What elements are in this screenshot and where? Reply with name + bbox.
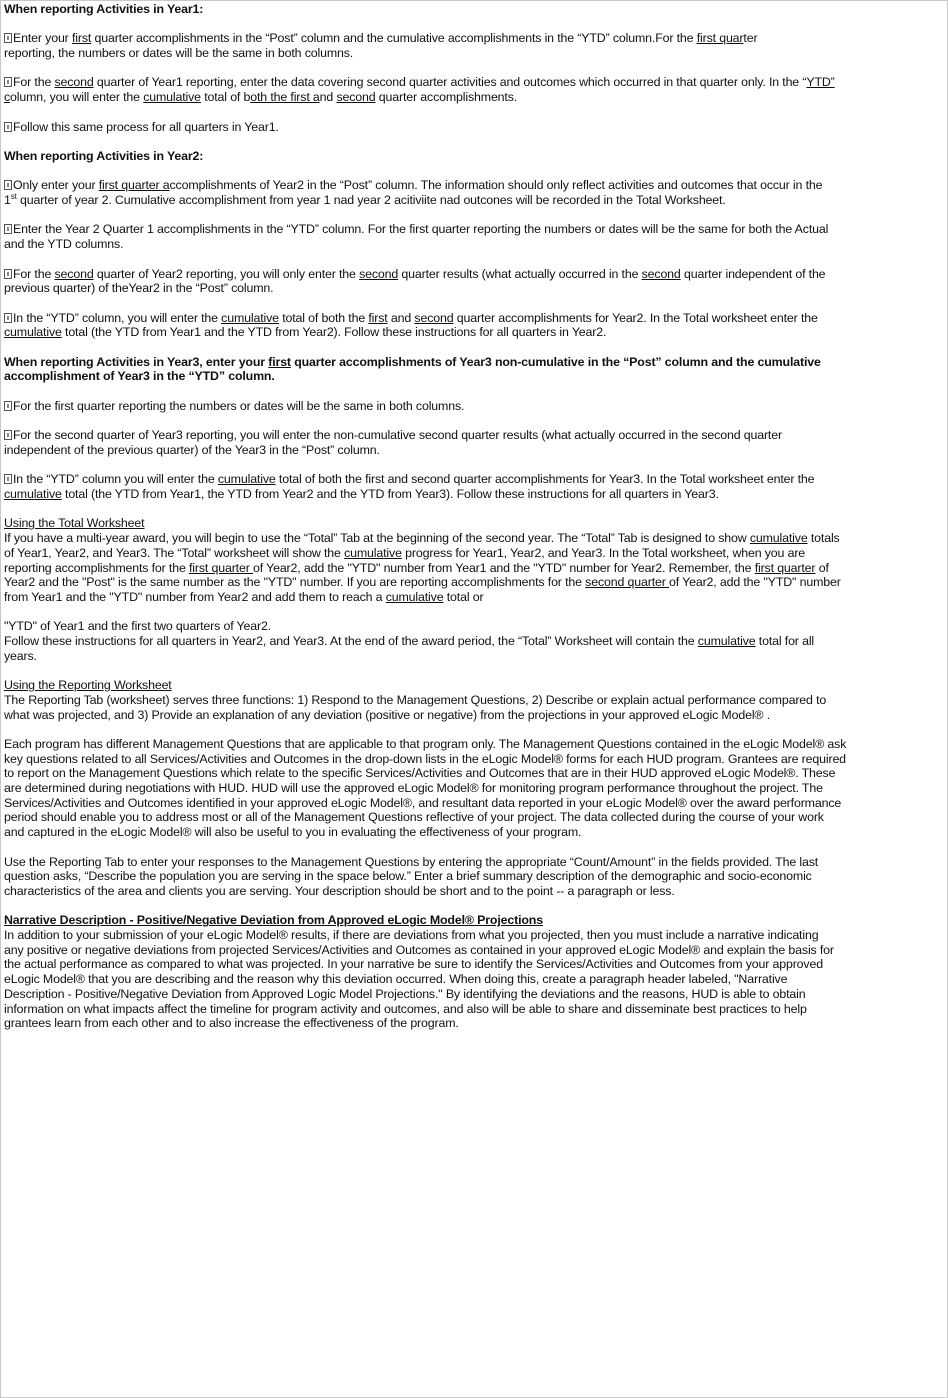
reporting-p1-line: The Reporting Tab (worksheet) serves three functions: 1) Respond to the Management Questions, 2) Describe or explain actual performance compared to [4,692,827,707]
bullet-icon [4,122,12,132]
reporting-p1-line: what was projected, and 3) Provide an explanation of any deviation (positive or negative) from the projections in your approved eLogic Model® . [4,707,770,722]
year2-heading: When reporting Activities in Year2: [4,148,204,163]
year2-instruction-2-cont: and the YTD columns. [4,237,124,252]
instructions-text [4,2,944,1031]
year3-instruction-2-cont: independent of the previous quarter) of the Year3 in the “Post” column. [4,442,380,457]
bullet-icon [4,77,12,87]
year1-heading: When reporting Activities in Year1: [4,2,204,16]
reporting-p3-line: question asks, “Describe the population you are serving in the space below.” Enter a brief summary description of the demographic and socio-economic [4,869,812,884]
bullet-icon [4,269,12,279]
reporting-p2-line: and captured in the eLogic Model® will also be useful to you in evaluating the effectiveness of your program. [4,825,582,840]
total-line-4: Year2 and the "Post" is the same number as the "YTD" number. If you are reporting accomplishments for the second quarter of Year2, add the "YTD" number [4,575,841,590]
bullet-icon [4,180,12,190]
total-line-1: If you have a multi-year award, you will begin to use the “Total” Tab at the beginning of the second year. The “Total” Tab is designed to show cumulative totals [4,531,840,546]
year2-instruction-2: Enter the Year 2 Quarter 1 accomplishments in the “YTD” column. For the first quarter reporting the numbers or dates will be the same for both the Actual [4,222,944,237]
reporting-p2-line: Services/Activities and Outcomes identified in your approved eLogic Model®, and resultant data reported in your eLogic Model® over the award performance [4,795,842,810]
year1-instruction-1: Enter your first quarter accomplishments in the “Post” column and the cumulative accomplishments in the “YTD” column.For the first quarter [4,31,944,46]
reporting-p2-line: period should enable you to address most or all of the Management Questions reflective of your project. The data collected during the course of your work [4,810,824,825]
year3-instruction-3-cont: cumulative total (the YTD from Year1, the YTD from Year2 and the YTD from Year3). Follow these instructions for all quarters in Year3. [4,487,719,502]
year3-instruction-2: For the second quarter of Year3 reporting, you will enter the non-cumulative second quarter results (what actually occurred in the second quarter [4,428,944,443]
total-line-6: "YTD" of Year1 and the first two quarters of Year2. [4,619,272,634]
year2-instruction-3: For the second quarter of Year2 reporting, you will only enter the second quarter results (what actually occurred in the second quarter independent of the [4,267,944,282]
year3-heading: When reporting Activities in Year3, enter your first quarter accomplishments of Year3 non-cumulative in the “Post” column and the cumulative [4,354,821,369]
narrative-line: In addition to your submission of your eLogic Model® results, if there are deviations from what you projected, then you must include a narrative indicating [4,928,819,943]
narrative-heading: Narrative Description - Positive/Negative Deviation from Approved eLogic Model® Projections [4,913,543,928]
bullet-icon [4,430,12,440]
narrative-line: the actual performance as compared to what was projected. In your narrative be sure to identify the Services/Activities and Outcomes from your approved [4,957,823,972]
year1-instruction-2-cont: column, you will enter the cumulative total of both the first and second quarter accomplishments. [4,90,518,105]
year2-instruction-1-cont: 1st quarter of year 2. Cumulative accomplishment from year 1 nad year 2 acitiviite nad outcones will be recorded in the Total Worksheet. [4,191,726,208]
year2-instruction-1: Only enter your first quarter accomplishments of Year2 in the “Post” column. The information should only reflect activities and outcomes that occur in the [4,178,944,193]
narrative-line: grantees learn from each other and to also increase the effectiveness of the program. [4,1016,459,1031]
bullet-icon [4,33,12,43]
reporting-p2-line: are determined during negotiations with HUD. HUD will use the approved eLogic Model® for monitoring program performance throughout the project. The [4,781,823,796]
total-line-7: Follow these instructions for all quarters in Year2, and Year3. At the end of the award period, the “Total” Worksheet will contain the cumulative total for all [4,634,815,649]
bullet-icon [4,224,12,234]
total-line-5: from Year1 and the "YTD" number from Year2 and add them to reach a cumulative total or [4,589,484,604]
total-line-2: of Year1, Year2, and Year3. The “Total” worksheet will show the cumulative progress for Year1, Year2, and Year3. In the Total worksheet, when you are [4,545,806,560]
narrative-line: Description - Positive/Negative Deviation from Approved Logic Model Projections." By identifying the deviations and the reasons, HUD is able to obtain [4,986,806,1001]
year1-instruction-1-cont: reporting, the numbers or dates will be the same in both columns. [4,46,354,61]
bullet-icon [4,474,12,484]
reporting-p3-line: Use the Reporting Tab to enter your responses to the Management Questions by entering the appropriate “Count/Amount” in the fields provided. The last [4,854,819,869]
narrative-line: information on what impacts affect the timeline for program activity and outcomes, and also will be able to share and disseminate best practices to help [4,1001,807,1016]
bullet-icon [4,313,12,323]
reporting-p2-line: Each program has different Management Questions that are applicable to that program only. The Management Questions contained in the eLogic Model® ask [4,736,847,751]
reporting-p3-line: characteristics of the area and clients you are serving. Your description should be short and to the point -- a paragraph or less. [4,883,675,898]
bullet-icon [4,401,12,411]
narrative-line: any positive or negative deviations from projected Services/Activities and Outcomes as contained in your approved eLogic Model® and explain the basis for [4,942,834,957]
total-line-8: years. [4,648,37,663]
reporting-p2-line: to report on the Management Questions which relate to the specific Services/Activities and Outcomes that are in their HUD approved eLogic Model®. These [4,766,836,781]
reporting-p2-line: key questions related to all Services/Activities and Outcomes in the drop-down lists in the eLogic Model® forms for each HUD program. Grantees are required [4,751,846,766]
year2-instruction-4: In the “YTD” column, you will enter the cumulative total of both the first and second quarter accomplishments for Year2. In the Total worksheet enter the [4,311,944,326]
total-line-3: reporting accomplishments for the first quarter of Year2, add the "YTD" number from Year1 and the "YTD" number for Year2. Remember, the first quarter of [4,560,829,575]
narrative-line: eLogic Model® that you are describing and the reason why this deviation occurred. When doing this, create a paragraph header labeled, "Narrative [4,972,788,987]
year3-instruction-3: In the “YTD” column you will enter the cumulative total of both the first and second quarter accomplishments for Year3. In the Total worksheet enter the [4,472,944,487]
year2-instruction-3-cont: previous quarter) of theYear2 in the “Post” column. [4,281,274,296]
year2-instruction-4-cont: cumulative total (the YTD from Year1 and the YTD from Year2). Follow these instructions for all quarters in Year2. [4,325,607,340]
total-worksheet-heading: Using the Total Worksheet [4,516,145,531]
year3-instruction-1: For the first quarter reporting the numbers or dates will be the same in both columns. [4,399,944,414]
year1-instruction-2: For the second quarter of Year1 reporting, enter the data covering second quarter activities and outcomes which occurred in that quarter only. In the “YTD” [4,75,944,90]
reporting-worksheet-heading: Using the Reporting Worksheet [4,678,172,693]
year3-heading-cont: accomplishment of Year3 in the “YTD” column. [4,369,275,384]
year1-instruction-3: Follow this same process for all quarters in Year1. [4,120,944,135]
